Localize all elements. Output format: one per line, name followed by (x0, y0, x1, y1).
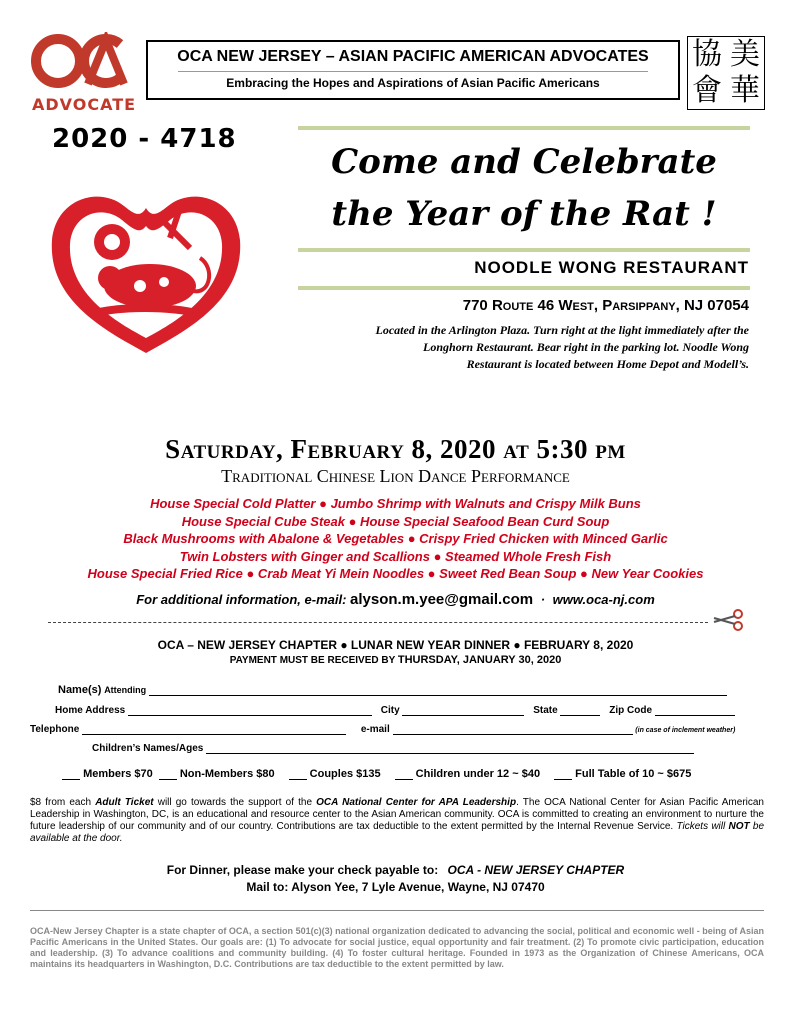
event-performance: Traditional Chinese Lion Dance Performance (221, 466, 570, 486)
deadline-prefix: PAYMENT MUST BE RECEIVED BY (229, 655, 396, 666)
para-text: $8 from each (30, 797, 96, 808)
option-non-members[interactable] (159, 768, 275, 780)
chinese-char: 會 (692, 73, 722, 108)
contact-sep: · (540, 592, 546, 607)
menu-line: Twin Lobsters with Ginger and Scallions ● Steamed Whole Fresh Fish (179, 548, 612, 564)
logo-word: ADVOCATE (31, 95, 137, 114)
papercut-rat-image (40, 178, 252, 358)
telephone-blank[interactable] (82, 724, 346, 735)
header-subtitle: Embracing the Hopes and Aspirations of Asian Pacific Americans (226, 76, 600, 90)
chinese-char: 華 (730, 73, 760, 108)
payment-line-2: Mail to: Alyson Yee, 7 Lyle Avenue, Wayne, NJ 07470 (246, 880, 545, 894)
children-label: Children’s Names/Ages (92, 743, 204, 754)
celebrate-heading (300, 136, 748, 240)
contact-website[interactable]: www.oca-nj.com (552, 592, 655, 607)
oca-logo (28, 32, 140, 114)
home-address-blank[interactable] (128, 705, 372, 716)
scissors-icon (710, 608, 744, 637)
home-address-label: Home Address (55, 705, 126, 716)
children-field[interactable] (92, 743, 694, 754)
restaurant-name: NOODLE WONG RESTAURANT (474, 258, 749, 277)
form-deadline (0, 654, 791, 666)
ticket-options (62, 768, 742, 780)
para-text: will go towards the support of the (153, 797, 317, 808)
option-label: Children under 12 ~ $40 (415, 768, 541, 780)
celebrate-line-1: Come and Celebrate (331, 142, 717, 182)
city-label: City (380, 705, 400, 716)
children-blank[interactable] (206, 743, 694, 754)
directions-line: Longhorn Restaurant. Bear right in the parking lot. Noodle Wong (423, 340, 749, 354)
payment-payee: OCA - NEW JERSEY CHAPTER (447, 863, 625, 877)
chinese-name-box (687, 36, 765, 110)
zip-label: Zip Code (609, 705, 653, 716)
weather-note: (in case of inclement weather) (635, 727, 736, 734)
para-center-name: OCA National Center for APA Leadership (316, 797, 517, 808)
para-tickets: Tickets will (676, 821, 729, 832)
restaurant-address: 770 Route 46 West, Parsippany, NJ 07054 (462, 297, 749, 314)
option-label: Couples $135 (309, 768, 381, 780)
names-label-2: Attending (104, 685, 147, 695)
chinese-char: 協 (692, 37, 722, 72)
menu-line: House Special Fried Rice ● Crab Meat Yi Mein Noodles ● Sweet Red Bean Soup ● New Year Cookies (87, 566, 704, 581)
year-label: 2020 - 4718 (52, 124, 237, 154)
header-box (146, 40, 680, 100)
para-text: . The OCA National Center for Asian Pacific American Leadership in Washington, DC, is an educational and resource center to the Asian American community. OCA is committed to creating an environment to nurture the future leadership of our community and of our country. Contributions are tax deductible to the extent permitted by the Internal Revenue Service. (30, 797, 764, 832)
email-label: e-mail (360, 724, 390, 735)
event-date: Saturday, February 8, 2020 at 5:30 pm (165, 434, 626, 464)
contact-label: For additional information, e-mail: (136, 592, 347, 607)
names-field[interactable] (58, 684, 727, 696)
zip-blank[interactable] (655, 705, 735, 716)
chinese-char: 美 (730, 37, 760, 72)
support-paragraph (30, 797, 764, 845)
option-label: Non-Members $80 (179, 768, 275, 780)
footer-rule (30, 910, 764, 911)
names-blank[interactable] (149, 685, 727, 696)
para-not: NOT (728, 821, 750, 832)
option-label: Full Table of 10 ~ $675 (575, 768, 692, 780)
header-divider (178, 71, 648, 72)
contact-email[interactable]: alyson.m.yee@gmail.com (350, 591, 534, 608)
para-tickets: be available at the door. (30, 821, 764, 844)
oca-logo-mark (28, 32, 140, 90)
menu-line: House Special Cube Steak ● House Special Seafood Bean Curd Soup (181, 513, 610, 529)
telephone-label: Telephone (30, 724, 80, 735)
directions (279, 322, 749, 373)
option-full-table[interactable] (554, 768, 691, 780)
payment-line-1 (0, 862, 791, 879)
cut-line (48, 622, 708, 623)
payment-info (0, 862, 791, 896)
home-address-field[interactable] (55, 705, 735, 716)
directions-line: Located in the Arlington Plaza. Turn right at the light immediately after the (375, 323, 749, 337)
names-label: Name(s) (58, 684, 102, 696)
header-title: OCA NEW JERSEY – ASIAN PACIFIC AMERICAN ADVOCATES (177, 48, 649, 65)
menu-line: Black Mushrooms with Abalone & Vegetables ● Crispy Fried Chicken with Minced Garlic (123, 531, 668, 546)
middle-rule (298, 248, 750, 252)
menu-list (20, 495, 771, 583)
directions-line: Restaurant is located between Home Depot and Modell’s. (466, 357, 749, 371)
option-members[interactable] (62, 768, 153, 780)
option-label: Members $70 (83, 768, 153, 780)
payment-label: For Dinner, please make your check payable to: (166, 863, 439, 877)
menu-line: House Special Cold Platter ● Jumbo Shrimp with Walnuts and Crispy Milk Buns (150, 496, 641, 511)
state-blank[interactable] (560, 705, 600, 716)
celebrate-line-2: the Year of the Rat ! (331, 194, 717, 234)
email-blank[interactable] (393, 724, 633, 735)
form-title: OCA – NEW JERSEY CHAPTER ● LUNAR NEW YEAR DINNER ● FEBRUARY 8, 2020 (157, 638, 634, 652)
contact-line (0, 591, 791, 608)
telephone-field[interactable] (30, 724, 735, 735)
deadline-date: THURSDAY, JANUARY 30, 2020 (397, 654, 562, 666)
bottom-rule (298, 286, 750, 290)
para-adult-ticket: Adult Ticket (95, 797, 154, 808)
top-rule (298, 126, 750, 130)
option-couples[interactable] (289, 768, 381, 780)
city-blank[interactable] (402, 705, 524, 716)
option-children[interactable] (395, 768, 540, 780)
footer-text: OCA-New Jersey Chapter is a state chapter of OCA, a section 501(c)(3) national organization dedicated to advancing the social, political and economic well - being of Asian Pacific Americans in the United States. Our goals are: (1) To advocate for social justice, equal opportunity and fair treatment. (2) To promote civic participation, education and leadership. (3) To advance coalitions and community building. (4) To foster cultural heritage. Founded in 1973 as the Organization of Chinese Americans, OCA maintains its headquarters in Washington, D.C. Contributions are tax deductible to the extent permitted by law. (30, 926, 764, 969)
state-label: State (533, 705, 558, 716)
